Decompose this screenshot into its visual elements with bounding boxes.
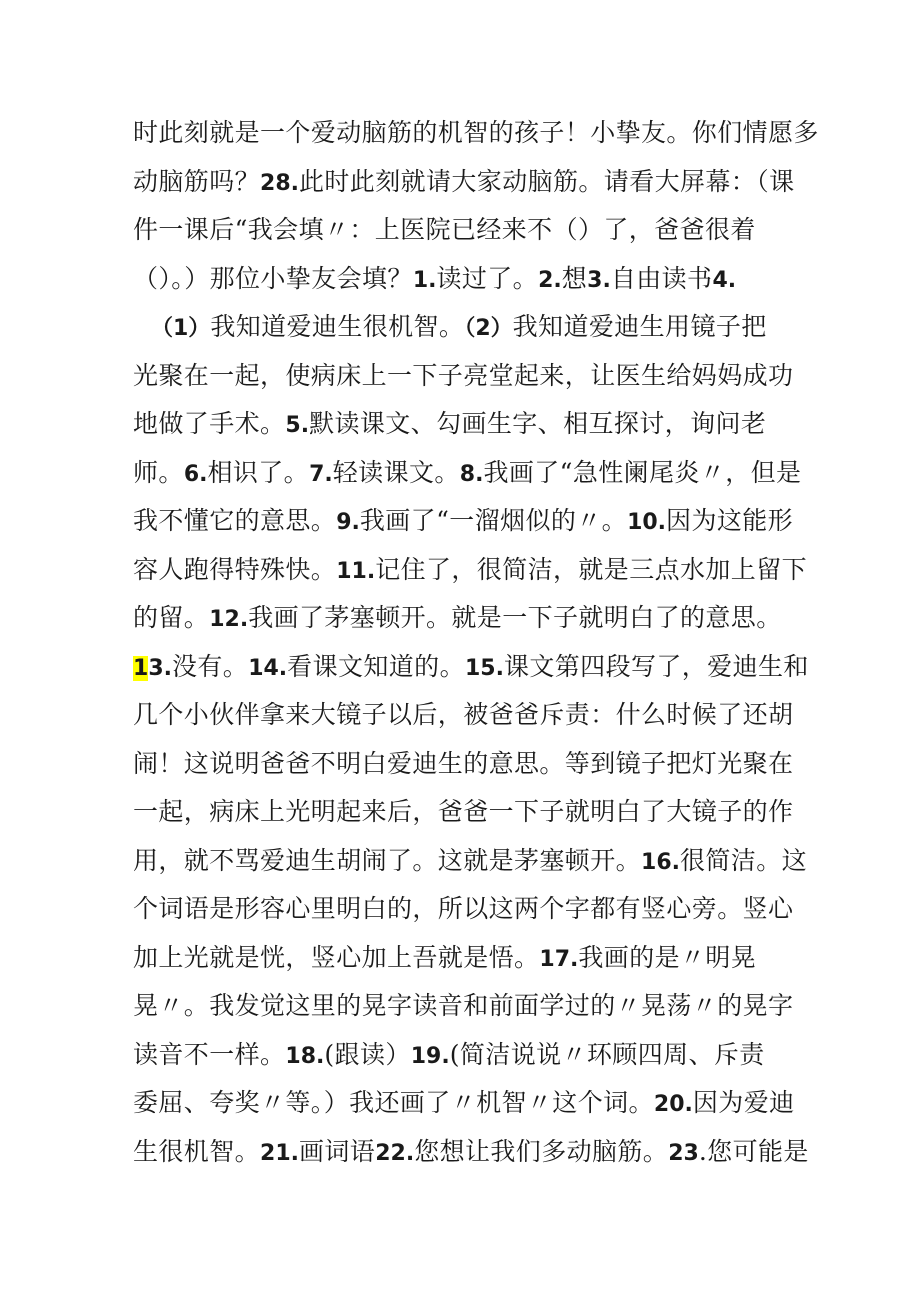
text-segment: (简洁说说〃环顾四周、斥责 (449, 1039, 765, 1069)
text-line (133, 691, 798, 740)
item-number: 6. (183, 461, 208, 487)
text-line (133, 352, 798, 401)
text-segment: 的留。 (133, 603, 210, 632)
text-line (133, 788, 798, 837)
item-number: 7. (309, 461, 333, 487)
item-number: 5. (285, 413, 310, 438)
item-number: 8. (459, 461, 484, 487)
text-segment: 时此刻就是一个爱动脑筋的机智的孩子！小挚友。你们情愿多 (133, 118, 819, 147)
item-number: 12. (209, 607, 249, 632)
text-segment: 我知道爱迪生用镜子把 (512, 312, 767, 341)
text-segment: 地做了手术。 (133, 409, 286, 438)
text-line (133, 1031, 798, 1080)
text-segment: 自由读书 (610, 263, 713, 293)
text-segment: 加上光就是恍，竖心加上吾就是悟。 (133, 942, 540, 972)
item-number: 23 (668, 1140, 699, 1166)
text-segment: 您想让我们多动脑筋。 (414, 1136, 669, 1166)
text-segment: 容人跑得特殊快。 (133, 554, 337, 584)
text-segment: 记住了，很简洁，就是三点水加上留下 (375, 554, 807, 584)
text-segment: 动脑筋吗？ (133, 166, 261, 196)
text-line (133, 109, 819, 158)
text-segment: （）。）那位小挚友会填？ (133, 263, 413, 293)
text-segment: 此时此刻就请大家动脑筋。请看大屏幕：（课 (299, 166, 795, 196)
text-segment: 读过了。 (436, 263, 539, 293)
item-number: 20. (653, 1092, 693, 1117)
text-segment: 件一课后“我会填〃：上医院已经来不（）了，爸爸很着 (133, 215, 756, 244)
document-body-text (133, 109, 819, 1176)
text-segment: 课文第四段写了，爱迪生和 (503, 651, 809, 681)
item-number: 10. (627, 510, 667, 535)
text-line (133, 303, 798, 352)
text-segment: 个词语是形容心里明白的，所以这两个字都有竖心旁。竖心 (133, 894, 794, 923)
text-segment: (跟读） (324, 1039, 411, 1069)
item-number: 4. (712, 267, 737, 293)
text-segment: 读音不一样。 (133, 1039, 286, 1069)
text-segment: 我画了茅塞顿开。就是一下子就明白了的意思。 (248, 603, 782, 632)
text-segment: 我画的是〃明晃 (578, 942, 757, 972)
item-number: 22. (375, 1140, 415, 1166)
text-segment: 没有。 (171, 651, 249, 681)
item-number: 1 (133, 655, 149, 681)
text-line (133, 1079, 798, 1128)
text-segment: 一起，病床上光明起来后，爸爸一下子就明白了大镜子的作 (133, 797, 794, 826)
text-segment: 委屈、夸奖〃等。）我还画了〃机智〃这个词。 (133, 1088, 654, 1117)
text-segment: 师。 (133, 457, 184, 487)
text-line (133, 934, 798, 983)
text-line (133, 837, 808, 886)
text-segment: 画词语 (299, 1136, 376, 1166)
item-number: 18. (285, 1043, 325, 1069)
text-line (133, 643, 809, 692)
text-segment: 用，就不骂爱迪生胡闹了。这就是茅塞顿开。 (133, 845, 642, 875)
text-line (133, 1128, 809, 1177)
text-line (133, 885, 798, 934)
item-number: 3. (148, 655, 172, 681)
item-number: 28. (260, 170, 299, 196)
item-number: 3. (587, 267, 611, 293)
text-segment: 因为这能形 (666, 506, 794, 535)
text-line (133, 400, 798, 449)
item-number: 11. (336, 558, 376, 584)
text-segment: 晃〃。我发觉这里的晃字读音和前面学过的〃晃荡〃的晃字 (133, 991, 794, 1020)
text-segment: 几个小伙伴拿来大镜子以后，被爸爸斥责：什么时候了还胡 (133, 700, 794, 729)
text-segment: 我不懂它的意思。 (133, 506, 337, 535)
text-line (133, 594, 798, 643)
text-line (133, 740, 798, 789)
text-segment: 我画了“急性阑尾炎〃，但是 (483, 457, 802, 487)
text-line (133, 206, 798, 255)
text-segment: 我知道爱迪生很机智。 (210, 312, 465, 341)
text-segment: 默读课文、勾画生字、相互探讨，询问老 (309, 409, 767, 438)
text-segment: 轻读课文。 (332, 457, 460, 487)
item-number: 19. (410, 1043, 450, 1069)
text-segment: 看课文知道的。 (287, 651, 465, 681)
text-line (133, 255, 798, 304)
text-line (133, 158, 798, 207)
text-line (133, 546, 807, 595)
text-segment: 很简洁。这 (680, 845, 808, 875)
item-number: 1. (412, 267, 437, 293)
text-line (133, 449, 802, 498)
item-number: 2. (538, 267, 562, 293)
text-segment: 我画了“一溜烟似的〃。 (359, 506, 628, 535)
text-line (133, 982, 798, 1031)
item-number: （1） (151, 316, 211, 341)
text-segment: 相识了。 (207, 457, 310, 487)
item-number: 15. (464, 655, 504, 681)
text-segment: 光聚在一起，使病床上一下子亮堂起来，让医生给妈妈成功 (133, 360, 794, 390)
item-number: 9. (336, 510, 360, 535)
text-line (133, 497, 798, 546)
item-number: 14. (248, 655, 288, 681)
text-segment: 因为爱迪 (692, 1088, 795, 1117)
text-segment: 想 (561, 263, 588, 293)
text-segment: 闹！这说明爸爸不明白爱迪生的意思。等到镜子把灯光聚在 (133, 748, 794, 778)
item-number: （2） (464, 316, 513, 341)
item-number: 16. (641, 849, 680, 875)
item-number: 21. (260, 1140, 299, 1166)
text-segment: .您可能是 (698, 1136, 809, 1166)
item-number: 17. (539, 946, 579, 972)
text-segment: 生很机智。 (133, 1136, 261, 1166)
